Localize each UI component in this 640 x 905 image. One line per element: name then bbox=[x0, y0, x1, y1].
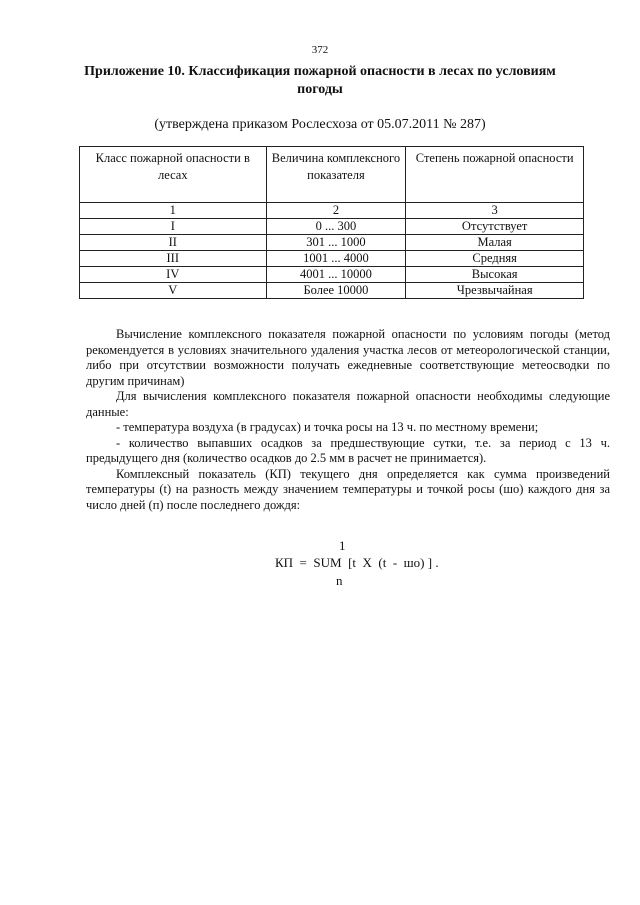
class-cell: IV bbox=[80, 267, 267, 283]
class-cell: I bbox=[80, 219, 267, 235]
method-paragraph: Вычисление комплексного показателя пожарной опасности по условиям погоды (метод рекомендуется в условиях значительного удаления участка лесов от метеорологической станции, либо при отсутствии возможности получать ежедневные соответствующие метеосводки по другим причинам) bbox=[86, 327, 610, 388]
formula-upper-limit: 1 bbox=[339, 538, 346, 553]
class-cell: II bbox=[80, 235, 267, 251]
header-danger-degree: Степень пожарной опасности bbox=[406, 147, 584, 203]
table-row bbox=[80, 267, 584, 283]
formula-expression: КП = SUM [t X (t - шо) ] . bbox=[275, 555, 439, 570]
header-index-value: Величина комплексного показателя bbox=[266, 147, 406, 203]
list-item: - количество выпавших осадков за предшествующие сутки, т.е. за период с 13 ч. предыдущего дня (количество осадков до 2.5 мм в расчет не принимается). bbox=[86, 435, 610, 465]
definition-paragraph: Комплексный показатель (КП) текущего дня определяется как сумма произведений температуры (t) на разность между значением температуры и точкой росы (шо) каждого дня за число дней (п) после последнего дождя: bbox=[86, 466, 610, 512]
table-header-row bbox=[80, 147, 584, 203]
degree-cell: Высокая bbox=[406, 267, 584, 283]
value-cell: 0 ... 300 bbox=[266, 219, 406, 235]
table-row bbox=[80, 283, 584, 299]
numbering-cell: 1 bbox=[80, 203, 267, 219]
numbering-cell: 2 bbox=[266, 203, 406, 219]
appendix-title: Приложение 10. Классификация пожарной опасности в лесах по условиям погоды bbox=[84, 64, 556, 97]
degree-cell: Малая bbox=[406, 235, 584, 251]
table-numbering-row bbox=[80, 203, 584, 219]
page-number: 372 bbox=[311, 44, 329, 56]
approval-subtitle: (утверждена приказом Рослесхоза от 05.07.2011 № 287) bbox=[154, 117, 486, 132]
header-class: Класс пожарной опасности в лесах bbox=[80, 147, 267, 203]
degree-cell: Средняя bbox=[406, 251, 584, 267]
degree-cell: Отсутствует bbox=[406, 219, 584, 235]
body-text bbox=[86, 327, 610, 513]
list-item: - температура воздуха (в градусах) и точка росы на 13 ч. по местному времени; bbox=[116, 420, 539, 434]
degree-cell: Чрезвычайная bbox=[406, 283, 584, 299]
value-cell: 4001 ... 10000 bbox=[266, 267, 406, 283]
value-cell: Более 10000 bbox=[266, 283, 406, 299]
class-cell: V bbox=[80, 283, 267, 299]
table-row bbox=[80, 235, 584, 251]
table-row bbox=[80, 251, 584, 267]
value-cell: 1001 ... 4000 bbox=[266, 251, 406, 267]
class-cell: III bbox=[80, 251, 267, 267]
required-data-paragraph: Для вычисления комплексного показателя пожарной опасности необходимы следующие данные: bbox=[86, 389, 610, 419]
value-cell: 301 ... 1000 bbox=[266, 235, 406, 251]
fire-danger-classification-table bbox=[79, 146, 584, 299]
table-row bbox=[80, 219, 584, 235]
numbering-cell: 3 bbox=[406, 203, 584, 219]
formula-lower-limit: n bbox=[336, 573, 343, 588]
